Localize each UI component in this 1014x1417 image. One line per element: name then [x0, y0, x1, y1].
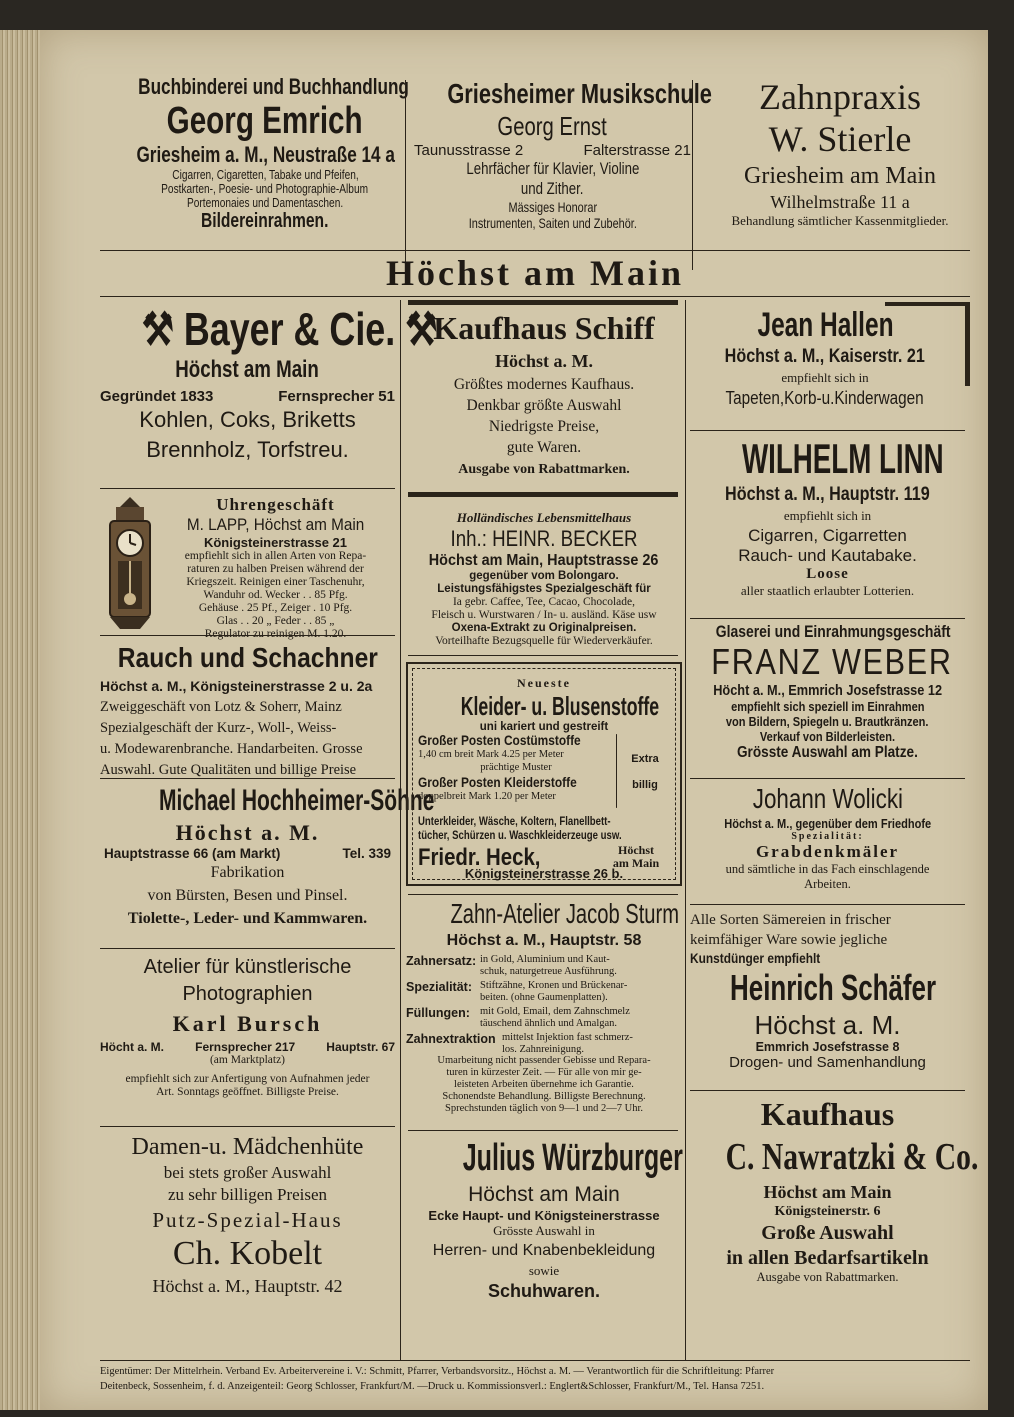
rule [408, 1130, 678, 1131]
hochheimer-name: Michael Hochheimer-Söhne [159, 784, 435, 817]
emrich-name: Georg Emrich [166, 100, 363, 142]
hallen-name: Jean Hallen [756, 306, 894, 344]
kobelt-line: bei stets großer Auswahl [163, 1163, 332, 1182]
becker-address: Höchst am Main, Hauptstrasse 26 [429, 552, 659, 569]
ad-sheet [40, 30, 988, 1410]
sturm-value: los. Zahnreinigung. [502, 1043, 584, 1055]
wuerzburger-line: sowie [528, 1263, 560, 1278]
divider [692, 80, 693, 270]
heck-line: Unterkleider, Wäsche, Koltern, Flanellbett- [418, 814, 611, 828]
sturm-value: Stiftzähne, Kronen und Brückenar- [480, 980, 628, 991]
heck-offer-detail: doppelbreit Mark 1.20 per Meter [418, 791, 556, 802]
ad-heck [406, 662, 682, 886]
sturm-address: Höchst a. M., Hauptstr. 58 [446, 932, 642, 949]
becker-heading: Holländisches Lebensmittelhaus [456, 510, 632, 525]
newspaper-page [40, 30, 988, 1410]
kobelt-line: Damen-u. Mädchenhüte [131, 1134, 364, 1160]
ad-sturm [406, 896, 682, 1115]
bursch-line: Art. Sonntags geöffnet. Billigste Preise. [156, 1086, 339, 1098]
kobelt-line: zu sehr billigen Preisen [167, 1185, 328, 1204]
linn-line: aller staatlich erlaubter Lotterien. [740, 583, 915, 598]
emrich-heading: Buchbinderei und Buchhandlung [138, 74, 409, 99]
sturm-value: beiten. (ohne Gaumenplatten). [480, 991, 608, 1003]
bayer-phone: Fernsprecher 51 [278, 388, 395, 405]
schaefer-address: Emmrich Josefstrasse 8 [755, 1040, 900, 1054]
kobelt-address: Höchst a. M., Hauptstr. 42 [152, 1276, 343, 1296]
lapp-line: empfiehlt sich in allen Arten von Repa- [184, 550, 367, 562]
weber-name: FRANZ WEBER [711, 641, 953, 682]
bursch-phone: Fernsprecher 217 [195, 1040, 296, 1054]
bayer-name: ⚒ Bayer & Cie. ⚒ [141, 303, 438, 355]
wuerzburger-line: Herren- und Knabenbekleidung [432, 1242, 656, 1259]
rauch-name: Rauch und Schachner [117, 642, 378, 673]
sturm-line: turen in kürzester Zeit. — Für alle von mir ge- [446, 1067, 642, 1078]
becker-line: gegenüber vom Bolongaro. [469, 570, 619, 582]
stierle-street: Wilhelmstraße 11 a [770, 192, 910, 212]
section-rule [100, 250, 970, 251]
lapp-line: Kriegszeit. Reinigen einer Taschenuhr, [186, 576, 365, 588]
bayer-line-1: Kohlen, Coks, Briketts [139, 407, 356, 432]
rule [690, 430, 965, 431]
nawratzki-line: Große Auswahl [761, 1222, 894, 1244]
musik-address-left: Taunusstrasse 2 [414, 142, 524, 159]
schiff-line: Größtes modernes Kaufhaus. [453, 376, 635, 393]
sturm-label: Spezialität: [406, 980, 472, 994]
wall-clock-icon [102, 495, 158, 633]
sturm-line: Umarbeitung nicht passender Gebisse und Repara- [437, 1055, 651, 1066]
wolicki-name: Johann Wolicki [752, 783, 903, 814]
hochheimer-phone: Tel. 339 [342, 846, 391, 861]
rauch-line: Zweiggeschäft von Lotz & Soherr, Mainz [100, 699, 342, 715]
sturm-line: Schonendste Behandlung. Billigste Berechnung. [442, 1091, 646, 1102]
ad-hallen [690, 304, 960, 409]
stierle-name: W. Stierle [768, 119, 912, 159]
ad-hochheimer [100, 782, 435, 930]
sturm-name: Zahn-Atelier Jacob Sturm [450, 898, 680, 929]
wolicki-specialty-label: Spezialität: [791, 831, 864, 842]
schiff-line: gute Waren. [506, 439, 582, 456]
nawratzki-place: Höchst am Main [763, 1182, 892, 1202]
rauch-line: Höchst a. M., Königsteinerstrasse 2 u. 2a [100, 678, 373, 694]
section-rule [100, 296, 970, 297]
rule [408, 894, 678, 895]
ad-wolicki [690, 782, 965, 892]
linn-line: Loose [806, 566, 849, 582]
schaefer-name: Heinrich Schäfer [730, 967, 937, 1008]
rauch-line: u. Modewarenbranche. Handarbeiten. Grosse [100, 741, 363, 757]
stierle-heading: Zahnpraxis [759, 77, 921, 117]
emrich-line-4: Bildereinrahmen. [201, 210, 329, 232]
heck-name: Friedr. Heck, [418, 844, 541, 871]
schiff-line: Denkbar größte Auswahl [466, 397, 622, 414]
heck-offer-detail: prächtige Muster [480, 762, 552, 773]
rauch-line: Auswahl. Gute Qualitäten und billige Preise [100, 762, 357, 778]
section-heading: Höchst am Main [386, 253, 684, 293]
linn-name: WILHELM LINN [741, 435, 944, 482]
bursch-name: Karl Bursch [172, 1011, 323, 1036]
musik-line-4: Instrumenten, Saiten und Zubehör. [468, 215, 637, 231]
hochheimer-line: Tiolette-, Leder- und Kammwaren. [127, 910, 368, 927]
hochheimer-line: von Bürsten, Besen und Pinsel. [147, 887, 348, 904]
musik-address-right: Falterstrasse 21 [583, 142, 691, 159]
becker-line: Fleisch u. Wurstwaren / In- u. ausländ. Käse usw [431, 609, 657, 621]
schaefer-line: Drogen- und Samenhandlung [729, 1054, 926, 1071]
heck-sub: uni kariert und gestreift [479, 721, 609, 733]
weber-address: Höcht a. M., Emmrich Josefstrasse 12 [713, 682, 942, 699]
becker-line: Oxena-Extrakt zu Originalpreisen. [451, 622, 637, 634]
ad-becker [406, 510, 682, 648]
ad-wuerzburger [406, 1134, 682, 1303]
lapp-line: Glas . . 20 „ Feder . . 85 „ [216, 615, 335, 627]
schiff-line: Niedrigste Preise, [488, 418, 600, 435]
linn-line: empfiehlt sich in [783, 508, 872, 523]
schaefer-place: Höchst a. M. [754, 1010, 901, 1040]
nawratzki-line: Ausgabe von Rabattmarken. [756, 1270, 899, 1284]
schaefer-line: keimfähiger Ware sowie jegliche [690, 932, 888, 948]
schiff-line: Ausgabe von Rabattmarken. [458, 462, 630, 477]
bayer-line-2: Brennholz, Torfstreu. [146, 437, 349, 462]
rule [100, 488, 395, 489]
lapp-line: Regulator zu reinigen M. 1.20. [204, 628, 347, 640]
weber-line: empfiehlt sich speziell im Einrahmen [730, 699, 925, 714]
rauch-line: Spezialgeschäft der Kurz-, Woll-, Weiss- [100, 720, 337, 736]
weber-line: Grösste Auswahl am Platze. [737, 744, 918, 761]
wolicki-address: Höchst a. M., gegenüber dem Friedhofe [724, 816, 931, 831]
ad-musikschule [410, 78, 712, 231]
hallen-line: empfiehlt sich in [781, 370, 869, 385]
lapp-name: M. LAPP, Höchst am Main [186, 515, 365, 534]
ad-linn [690, 434, 965, 599]
bursch-line: (am Marktplatz) [209, 1054, 286, 1066]
rule [690, 778, 965, 779]
becker-line: Leistungsfähigstes Spezialgeschäft für [437, 583, 651, 595]
emrich-line-2: Postkarten-, Poesie- und Photographie-Album [161, 181, 369, 196]
wuerzburger-name: Julius Würzburger [462, 1137, 683, 1179]
ad-bursch [100, 954, 395, 1099]
sturm-value: in Gold, Aluminium und Kaut- [480, 954, 610, 965]
weber-line: Verkauf von Bilderleisten. [759, 729, 896, 744]
ad-rauch [100, 640, 395, 781]
weber-line: von Bildern, Spiegeln u. Brautkränzen. [726, 714, 929, 729]
emrich-address: Griesheim a. M., Neustraße 14 a [136, 142, 395, 167]
emrich-line-3: Portemonaies und Damentaschen. [186, 195, 344, 210]
hallen-line: Tapeten,Korb-u.Kinderwagen [725, 388, 925, 408]
lapp-heading: Uhrengeschäft [216, 495, 335, 514]
heck-billig-label: billig [632, 779, 658, 791]
bursch-line: Photographien [182, 983, 313, 1005]
musik-heading: Griesheimer Musikschule [447, 78, 712, 109]
sturm-line: leisteten Arbeiten übernehme ich Garantie. [454, 1079, 634, 1090]
heck-extra-label: Extra [631, 753, 659, 765]
emrich-line-1: Cigarren, Cigaretten, Tabake und Pfeifen, [171, 167, 359, 182]
kobelt-name: Ch. Kobelt [172, 1235, 323, 1272]
heck-place: am Main [612, 856, 660, 870]
schiff-name: Kaufhaus Schiff [433, 310, 655, 346]
rule [690, 904, 965, 905]
sturm-label: Zahnextraktion [406, 1032, 496, 1046]
wolicki-line: und sämtliche in das Fach einschlagende [725, 862, 930, 876]
ad-weber [690, 622, 965, 762]
wuerzburger-line: Grösste Auswahl in [493, 1223, 595, 1238]
imprint-line: Deitenbeck, Sossenheim, f. d. Anzeigenteil: Georg Schlosser, Frankfurt/M. —Druck u. Kommissionsverl.: Englert&Schlosser, Frankfurt/M., Tel. Hansa 7251. [100, 1381, 765, 1392]
rule [100, 778, 395, 779]
linn-address: Höchst a. M., Hauptstr. 119 [725, 484, 930, 505]
becker-line: Vorteilhafte Bezugsquelle für Wiederverkäufer. [435, 635, 653, 647]
wuerzburger-line: Schuhwaren. [487, 1281, 601, 1301]
schaefer-line: Alle Sorten Sämereien in frischer [690, 912, 891, 928]
bursch-street: Hauptstr. 67 [326, 1040, 395, 1054]
hochheimer-address: Hauptstrasse 66 (am Markt) [104, 846, 281, 861]
schiff-place: Höchst a. M. [495, 351, 593, 371]
becker-owner: Inh.: HEINR. BECKER [450, 526, 638, 551]
linn-line: Rauch- und Kautabake. [738, 546, 917, 565]
lapp-line: Wanduhr od. Wecker . . 85 Pfg. [203, 589, 348, 601]
ad-schaefer [690, 910, 965, 1071]
rule [408, 655, 678, 656]
ad-lapp [100, 495, 395, 640]
hochheimer-place: Höchst a. M. [175, 820, 320, 845]
sturm-value: mit Gold, Email, dem Zahnschmelz [480, 1006, 630, 1017]
page-stack-edge [0, 30, 40, 1410]
lapp-line: raturen zu halben Preisen während der [187, 563, 364, 575]
nawratzki-heading: Kaufhaus [760, 1096, 895, 1132]
footer-rule [100, 1360, 970, 1361]
rule [408, 300, 678, 305]
rule [100, 635, 395, 636]
heck-offer-detail: 1,40 cm breit Mark 4.25 per Meter [418, 749, 564, 760]
rule [690, 618, 965, 619]
kobelt-line: Putz-Spezial-Haus [152, 1208, 343, 1232]
divider [405, 80, 406, 270]
ad-bayer [100, 302, 438, 465]
rule [100, 1126, 395, 1127]
sturm-value: täuschend ähnlich und Amalgan. [480, 1017, 618, 1029]
sturm-value: mittelst Injektion fast schmerz- [502, 1032, 633, 1043]
stierle-note: Behandlung sämtlicher Kassenmitglieder. [731, 213, 949, 228]
lapp-line: Gehäuse . 25 Pf., Zeiger . 10 Pfg. [198, 602, 353, 614]
sturm-value: schuk, naturgetreue Ausführung. [480, 965, 617, 977]
heck-line: tücher, Schürzen u. Waschkleiderzeuge usw. [418, 828, 622, 842]
nawratzki-street: Königsteinerstr. 6 [774, 1204, 881, 1219]
column-divider [685, 300, 686, 1360]
sturm-line: Sprechstunden täglich von 9—1 und 2—7 Uhr. [444, 1103, 644, 1114]
nawratzki-name: C. Nawratzki & Co. [725, 1136, 979, 1178]
wuerzburger-line: Ecke Haupt- und Königsteinerstrasse [428, 1208, 660, 1223]
musik-line-2: und Zither. [521, 179, 584, 198]
musik-line-3: Mässiges Honorar [508, 199, 597, 215]
wolicki-line: Arbeiten. [804, 877, 851, 891]
ad-nawratzki [690, 1094, 979, 1285]
lapp-street: Königsteinerstrasse 21 [203, 535, 348, 550]
hallen-address: Höchst a. M., Kaiserstr. 21 [724, 346, 926, 367]
heck-kicker: Neueste [517, 676, 571, 690]
bursch-line: Atelier für künstlerische [143, 956, 352, 978]
schaefer-line: Kunstdünger empfiehlt [690, 950, 821, 966]
heck-offer-title: Großer Posten Kleiderstoffe [418, 774, 577, 790]
heck-address: Königsteinerstrasse 26 b. [464, 866, 624, 881]
heck-heading: Kleider- u. Blusenstoffe [460, 691, 660, 721]
heck-offer-title: Großer Posten Costümstoffe [418, 732, 581, 748]
wolicki-line: Grabdenkmäler [755, 842, 900, 861]
wuerzburger-place: Höchst am Main [468, 1183, 620, 1206]
bursch-line: empfiehlt sich zur Anfertigung von Aufnahmen jeder [125, 1073, 370, 1085]
weber-heading: Glaserei und Einrahmungsgeschäft [715, 622, 951, 641]
ad-schiff [406, 308, 682, 482]
imprint-line: Eigentümer: Der Mittelrhein. Verband Ev. Arbeitervereine i. V.: Schmitt, Pfarrer, Verbandsvorsitz., Höchst a. M. — Verantwortlich für die Schriftleitung: Pfarrer [100, 1366, 775, 1377]
heck-place: Höchst [618, 843, 654, 857]
stierle-place: Griesheim am Main [744, 163, 936, 189]
sturm-label: Zahnersatz: [406, 954, 477, 968]
ad-stierle [695, 76, 985, 229]
bayer-founded: Gegründet 1833 [100, 388, 214, 405]
column-divider [400, 300, 401, 1360]
imprint [100, 1364, 975, 1394]
hochheimer-line: Fabrikation [210, 864, 285, 881]
musik-name: Georg Ernst [497, 111, 608, 141]
rule [408, 492, 678, 497]
nawratzki-line: in allen Bedarfsartikeln [726, 1247, 929, 1269]
musik-line-1: Lehrfächer für Klavier, Violine [466, 159, 639, 178]
rule [100, 948, 395, 949]
ad-kobelt [100, 1132, 395, 1298]
ad-emrich [100, 74, 430, 233]
rule [690, 1090, 965, 1091]
bursch-city: Höcht a. M. [100, 1040, 165, 1054]
bayer-place: Höchst am Main [175, 356, 320, 383]
becker-line: Ia gebr. Caffee, Tee, Cacao, Chocolade, [452, 596, 636, 608]
linn-line: Cigarren, Cigarretten [748, 526, 907, 545]
sturm-label: Füllungen: [406, 1006, 470, 1020]
